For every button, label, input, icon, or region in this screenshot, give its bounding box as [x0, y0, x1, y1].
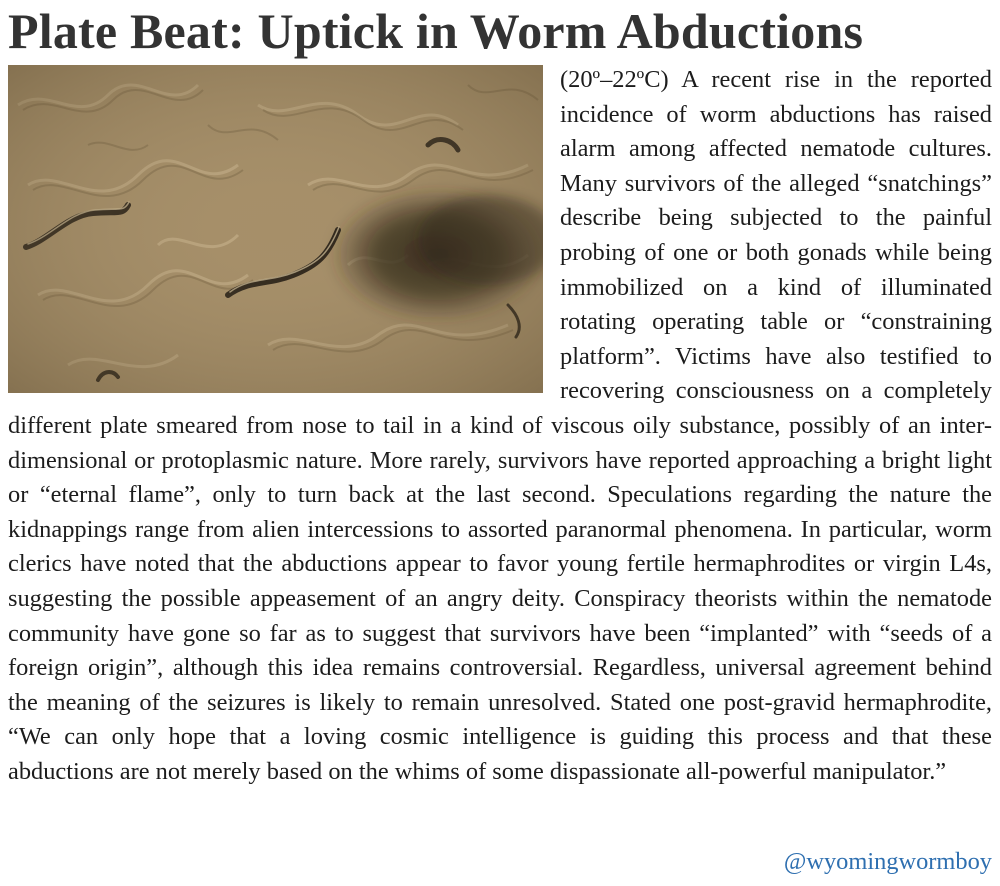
headline: Plate Beat: Uptick in Worm Abductions [8, 3, 864, 59]
author-handle[interactable]: @wyomingwormboy [783, 848, 992, 875]
article-body: (20º–22ºC) A recent rise in the reported incidence of worm abductions has raised alarm among affected nematode cultures. Many survivors of the alleged “snatchings” describe being subjected to the painful probing of one or both gonads while being immobilized on a kind of illuminated rotating operating table or “constraining platform”. Victims have also testified to recovering consciousness on a completely different plate smeared from nose to tail in a kind of viscous oily substance, possibly of an inter-dimensional or protoplasmic nature. More rarely, survivors have reported approaching a bright light or “eternal flame”, only to turn back at the last second. Speculations regarding the nature the kidnappings range from alien intercessions to assorted paranormal phenomena. In particular, worm clerics have noted that the abductions appear to favor young fertile hermaphrodites or virgin L4s, suggesting the possible appeasement of an angry deity. Conspiracy theorists within the nematode community have gone so far as to suggest that survivors have been “implanted” with “seeds of a foreign origin”, although this idea remains controversial. Regardless, universal agreement behind the meaning of the seizures is likely to remain unresolved. Stated one post-gravid hermaphrodite, “We can only hope that a loving cosmic intelligence is guiding this process and that these abductions are not merely based on the whims of some dispassionate all-powerful manipulator.” [8, 66, 992, 785]
article-page [8, 0, 992, 886]
worm-plate-photo [8, 65, 543, 393]
article-body-container [8, 63, 992, 789]
